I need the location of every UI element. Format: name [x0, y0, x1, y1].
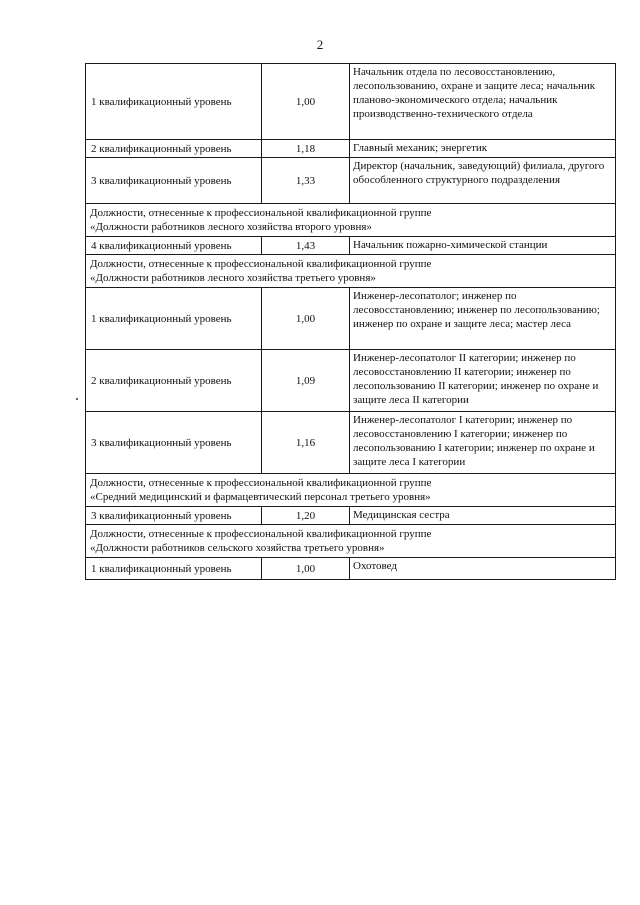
coefficient-cell: 1,18 [262, 140, 350, 158]
group-header-title: «Должности работников сельского хозяйства третьего уровня» [90, 542, 385, 554]
level-cell: 1 квалификационный уровень [86, 558, 262, 580]
table-row [86, 507, 616, 525]
level-cell: 2 квалификационный уровень [86, 350, 262, 412]
table-row [86, 412, 616, 474]
table-row [86, 237, 616, 255]
level-cell: 3 квалификационный уровень [86, 158, 262, 204]
table-row [86, 140, 616, 158]
level-cell: 2 квалификационный уровень [86, 140, 262, 158]
level-cell: 3 квалификационный уровень [86, 412, 262, 474]
page-number: 2 [316, 37, 324, 52]
coefficient-cell: 1,16 [262, 412, 350, 474]
positions-cell: Начальник отдела по лесовосстановлению, лесопользованию, охране и защите леса; начальник планово-экономического отдела; начальник производственно-технического отдела [350, 64, 616, 140]
positions-cell: Инженер-лесопатолог II категории; инженер по лесовосстановлению II категории; инженер по лесопользованию II категории; инженер по охране и защите леса II категории [350, 350, 616, 412]
positions-cell: Инженер-лесопатолог I категории; инженер по лесовосстановлению I категории; инженер по лесопользованию I категории; инженер по охране и защите леса I категории [350, 412, 616, 474]
group-header-cell [86, 474, 616, 507]
group-header-line: Должности, отнесенные к профессиональной квалификационной группе [90, 258, 432, 270]
group-header-line: Должности, отнесенные к профессиональной квалификационной группе [90, 207, 432, 219]
scan-dot-mark [76, 398, 78, 400]
positions-cell: Медицинская сестра [350, 507, 616, 525]
table-row [86, 288, 616, 350]
qualification-table-body [86, 64, 616, 580]
group-header-cell [86, 204, 616, 237]
level-cell: 1 квалификационный уровень [86, 288, 262, 350]
group-header-line: Должности, отнесенные к профессиональной квалификационной группе [90, 477, 432, 489]
positions-cell: Охотовед [350, 558, 616, 580]
coefficient-cell: 1,43 [262, 237, 350, 255]
coefficient-cell: 1,33 [262, 158, 350, 204]
positions-cell: Начальник пожарно-химической станции [350, 237, 616, 255]
group-header-title: «Должности работников лесного хозяйства третьего уровня» [90, 272, 376, 284]
group-header-title: «Должности работников лесного хозяйства второго уровня» [90, 221, 372, 233]
level-cell: 1 квалификационный уровень [86, 64, 262, 140]
group-header-cell [86, 255, 616, 288]
coefficient-cell: 1,00 [262, 64, 350, 140]
group-row [86, 474, 616, 507]
qualification-table [85, 63, 616, 580]
positions-cell: Инженер-лесопатолог; инженер по лесовосстановлению; инженер по лесопользованию; инженер по охране и защите леса; мастер леса [350, 288, 616, 350]
table-row [86, 64, 616, 140]
level-cell: 4 квалификационный уровень [86, 237, 262, 255]
group-row [86, 204, 616, 237]
group-header-cell [86, 525, 616, 558]
coefficient-cell: 1,00 [262, 558, 350, 580]
group-row [86, 525, 616, 558]
coefficient-cell: 1,00 [262, 288, 350, 350]
group-header-line: Должности, отнесенные к профессиональной квалификационной группе [90, 528, 432, 540]
table-row [86, 350, 616, 412]
positions-cell: Директор (начальник, заведующий) филиала, другого обособленного структурного подразделения [350, 158, 616, 204]
group-header-title: «Средний медицинский и фармацевтический персонал третьего уровня» [90, 491, 431, 503]
coefficient-cell: 1,20 [262, 507, 350, 525]
coefficient-cell: 1,09 [262, 350, 350, 412]
group-row [86, 255, 616, 288]
positions-cell: Главный механик; энергетик [350, 140, 616, 158]
level-cell: 3 квалификационный уровень [86, 507, 262, 525]
table-row [86, 158, 616, 204]
table-row [86, 558, 616, 580]
